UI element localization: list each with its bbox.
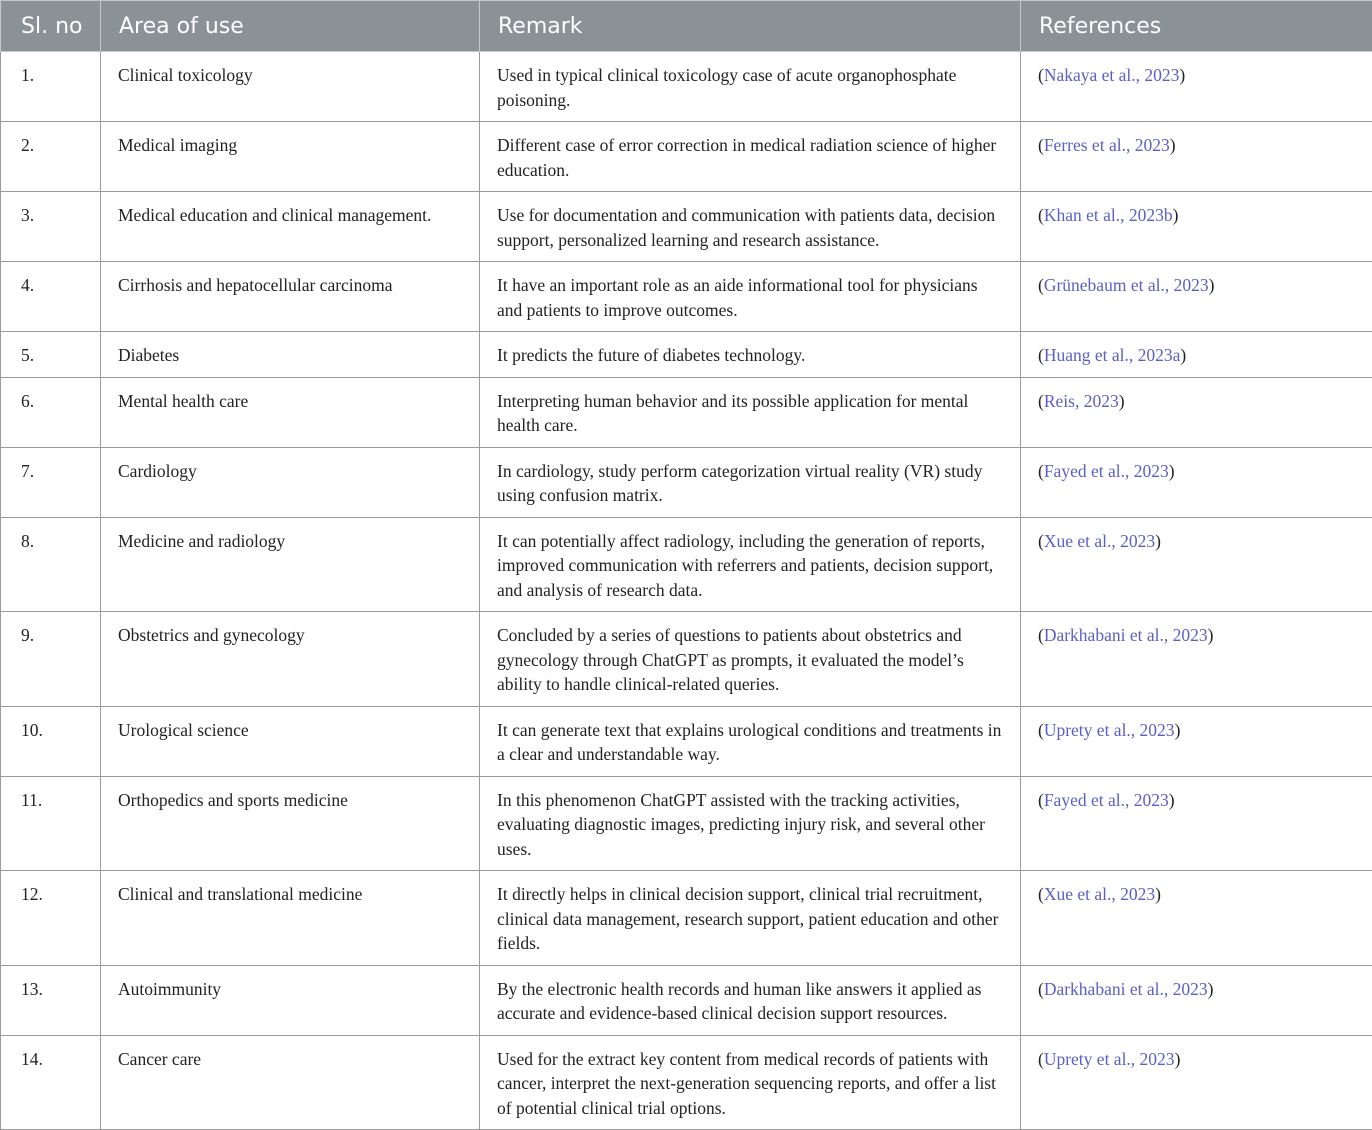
citation: (Darkhabani et al., 2023) <box>1038 625 1213 645</box>
citation: (Xue et al., 2023) <box>1038 884 1161 904</box>
citation: (Ferres et al., 2023) <box>1038 135 1176 155</box>
row-number: 7. <box>1 447 101 517</box>
area-of-use-cell: Clinical toxicology <box>101 52 480 122</box>
row-number: 2. <box>1 122 101 192</box>
citation: (Fayed et al., 2023) <box>1038 461 1175 481</box>
area-of-use-cell: Cancer care <box>101 1035 480 1130</box>
citation: (Darkhabani et al., 2023) <box>1038 979 1213 999</box>
table-row <box>1 447 1372 517</box>
table-row <box>1 192 1372 262</box>
citation: (Nakaya et al., 2023) <box>1038 65 1185 85</box>
remark-cell: In cardiology, study perform categorization virtual reality (VR) study using confusion matrix. <box>480 447 1021 517</box>
table-row <box>1 332 1372 378</box>
table-row <box>1 122 1372 192</box>
area-of-use-cell: Clinical and translational medicine <box>101 871 480 966</box>
table-body <box>1 52 1372 1130</box>
header-references: References <box>1021 1 1372 52</box>
row-number: 13. <box>1 965 101 1035</box>
reference-cell <box>1021 447 1372 517</box>
reference-cell <box>1021 332 1372 378</box>
remark-cell: Used for the extract key content from medical records of patients with cancer, interpret the next-generation sequencing reports, and offer a list of potential clinical trial options. <box>480 1035 1021 1130</box>
citation: (Uprety et al., 2023) <box>1038 1049 1180 1069</box>
citation: (Grünebaum et al., 2023) <box>1038 275 1214 295</box>
remark-cell: It predicts the future of diabetes technology. <box>480 332 1021 378</box>
citation: (Fayed et al., 2023) <box>1038 790 1175 810</box>
citation-link[interactable]: Reis, 2023 <box>1044 391 1119 411</box>
remark-cell: It can generate text that explains urological conditions and treatments in a clear and understandable way. <box>480 706 1021 776</box>
citation-link[interactable]: Darkhabani et al., 2023 <box>1044 625 1208 645</box>
citation: (Khan et al., 2023b) <box>1038 205 1178 225</box>
area-of-use-cell: Urological science <box>101 706 480 776</box>
citation-link[interactable]: Nakaya et al., 2023 <box>1044 65 1180 85</box>
citation-link[interactable]: Huang et al., 2023a <box>1044 345 1181 365</box>
area-of-use-cell: Diabetes <box>101 332 480 378</box>
table-row <box>1 871 1372 966</box>
header-sl-no: Sl. no <box>1 1 101 52</box>
area-of-use-cell: Orthopedics and sports medicine <box>101 776 480 871</box>
row-number: 4. <box>1 262 101 332</box>
area-of-use-cell: Autoimmunity <box>101 965 480 1035</box>
citation-link[interactable]: Xue et al., 2023 <box>1044 531 1155 551</box>
citation: (Reis, 2023) <box>1038 391 1125 411</box>
citation: (Xue et al., 2023) <box>1038 531 1161 551</box>
remark-cell: Interpreting human behavior and its possible application for mental health care. <box>480 377 1021 447</box>
reference-cell <box>1021 377 1372 447</box>
area-of-use-cell: Medical imaging <box>101 122 480 192</box>
reference-cell <box>1021 706 1372 776</box>
row-number: 10. <box>1 706 101 776</box>
table-row <box>1 706 1372 776</box>
citation: (Uprety et al., 2023) <box>1038 720 1180 740</box>
citation-link[interactable]: Darkhabani et al., 2023 <box>1044 979 1208 999</box>
header-area-of-use: Area of use <box>101 1 480 52</box>
header-remark: Remark <box>480 1 1021 52</box>
citation: (Huang et al., 2023a) <box>1038 345 1186 365</box>
citation-link[interactable]: Grünebaum et al., 2023 <box>1044 275 1209 295</box>
row-number: 12. <box>1 871 101 966</box>
table-row <box>1 612 1372 707</box>
remark-cell: Different case of error correction in medical radiation science of higher education. <box>480 122 1021 192</box>
area-of-use-cell: Obstetrics and gynecology <box>101 612 480 707</box>
reference-cell <box>1021 871 1372 966</box>
area-of-use-cell: Medical education and clinical management. <box>101 192 480 262</box>
citation-link[interactable]: Uprety et al., 2023 <box>1044 720 1175 740</box>
reference-cell <box>1021 965 1372 1035</box>
reference-cell <box>1021 122 1372 192</box>
row-number: 1. <box>1 52 101 122</box>
table-row <box>1 776 1372 871</box>
reference-cell <box>1021 776 1372 871</box>
row-number: 8. <box>1 517 101 612</box>
row-number: 5. <box>1 332 101 378</box>
citation-link[interactable]: Fayed et al., 2023 <box>1044 790 1169 810</box>
table-row <box>1 377 1372 447</box>
remark-cell: In this phenomenon ChatGPT assisted with the tracking activities, evaluating diagnostic images, predicting injury risk, and several other uses. <box>480 776 1021 871</box>
remark-cell: Use for documentation and communication with patients data, decision support, personalized learning and research assistance. <box>480 192 1021 262</box>
area-of-use-cell: Cirrhosis and hepatocellular carcinoma <box>101 262 480 332</box>
remark-cell: It have an important role as an aide informational tool for physicians and patients to improve outcomes. <box>480 262 1021 332</box>
remark-cell: By the electronic health records and human like answers it applied as accurate and evidence-based clinical decision support resources. <box>480 965 1021 1035</box>
area-of-use-cell: Medicine and radiology <box>101 517 480 612</box>
citation-link[interactable]: Ferres et al., 2023 <box>1044 135 1170 155</box>
table-row <box>1 517 1372 612</box>
row-number: 9. <box>1 612 101 707</box>
header-row <box>1 1 1372 52</box>
row-number: 3. <box>1 192 101 262</box>
area-of-use-cell: Mental health care <box>101 377 480 447</box>
table-header <box>1 1 1372 52</box>
remark-cell: It directly helps in clinical decision support, clinical trial recruitment, clinical data management, research support, patient education and other fields. <box>480 871 1021 966</box>
row-number: 11. <box>1 776 101 871</box>
remark-cell: Concluded by a series of questions to patients about obstetrics and gynecology through ChatGPT as prompts, it evaluated the model’s ability to handle clinical-related queries. <box>480 612 1021 707</box>
row-number: 14. <box>1 1035 101 1130</box>
reference-cell <box>1021 612 1372 707</box>
area-of-use-cell: Cardiology <box>101 447 480 517</box>
table-row <box>1 965 1372 1035</box>
table-row <box>1 52 1372 122</box>
reference-cell <box>1021 1035 1372 1130</box>
remark-cell: Used in typical clinical toxicology case of acute organophosphate poisoning. <box>480 52 1021 122</box>
reference-cell <box>1021 192 1372 262</box>
table-row <box>1 1035 1372 1130</box>
table-row <box>1 262 1372 332</box>
row-number: 6. <box>1 377 101 447</box>
citation-link[interactable]: Uprety et al., 2023 <box>1044 1049 1175 1069</box>
citation-link[interactable]: Xue et al., 2023 <box>1044 884 1155 904</box>
remark-cell: It can potentially affect radiology, including the generation of reports, improved communication with referrers and patients, decision support, and analysis of research data. <box>480 517 1021 612</box>
reference-cell <box>1021 52 1372 122</box>
reference-cell <box>1021 517 1372 612</box>
citation-link[interactable]: Khan et al., 2023b <box>1044 205 1173 225</box>
citation-link[interactable]: Fayed et al., 2023 <box>1044 461 1169 481</box>
reference-cell <box>1021 262 1372 332</box>
